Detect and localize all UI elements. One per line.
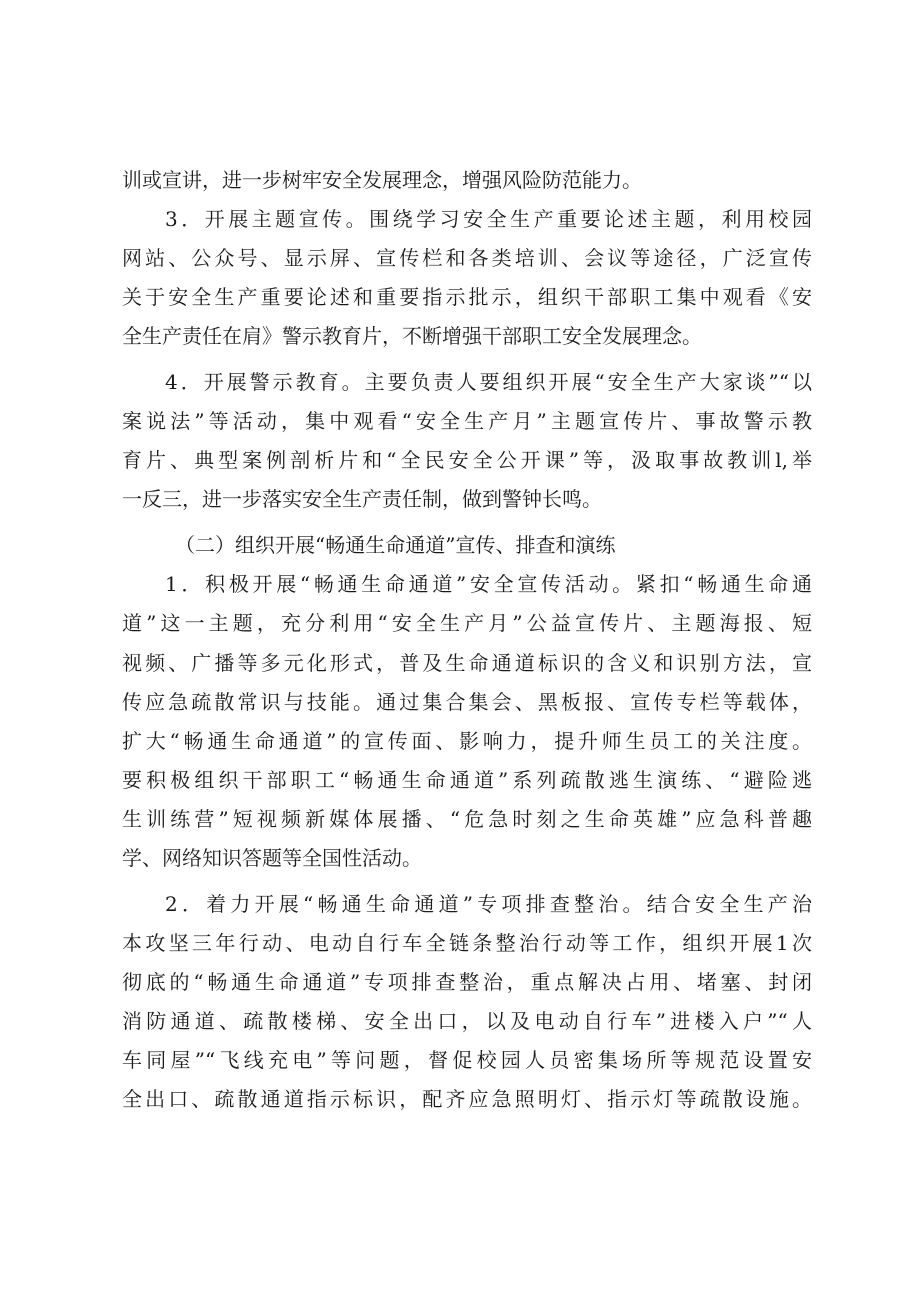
paragraph-line: 生训练营”短视频新媒体展播、“危急时刻之生命英雄”应急科普趣 — [122, 807, 812, 831]
paragraph-line: 消防通道、疏散楼梯、安全出口，以及电动自行车”进楼入户”“人 — [122, 1009, 812, 1033]
paragraph-line: 案说法”等活动，集中观看“安全生产月”主题宣传片、事故警示教 — [122, 409, 812, 433]
paragraph-line: 1．积极开展“畅通生命通道”安全宣传活动。紧扣“畅通生命通 — [165, 572, 812, 596]
paragraph-line: 彻底的“畅通生命通道”专项排查整治，重点解决占用、堵塞、封闭 — [122, 970, 812, 994]
paragraph-line: 传应急疏散常识与技能。通过集合集会、黑板报、宣传专栏等载体， — [122, 690, 812, 714]
paragraph-line: 扩大“畅通生命通道”的宣传面、影响力，提升师生员工的关注度。 — [122, 729, 812, 753]
paragraph-line: 道”这一主题，充分利用“安全生产月”公益宣传片、主题海报、短 — [122, 611, 812, 635]
paragraph-line: 要积极组织干部职工“畅通生命通道”系列疏散逃生演练、“避险逃 — [122, 768, 812, 792]
paragraph-line: 训或宣讲，进一步树牢安全发展理念，增强风险防范能力。 — [122, 168, 642, 192]
paragraph-line: 一反三，进一步落实安全生产责任制，做到警钟长鸣。 — [122, 487, 602, 511]
paragraph-line: 车同屋”“飞线充电”等问题，督促校园人员密集场所等规范设置安 — [122, 1048, 812, 1072]
paragraph-line: 网站、公众号、显示屏、宣传栏和各类培训、会议等途径，广泛宣传 — [122, 246, 812, 270]
paragraph-line: 学、网络知识答题等全国性活动。 — [122, 846, 422, 870]
paragraph-line: 2．着力开展“畅通生命通道”专项排查整治。结合安全生产治 — [165, 892, 812, 916]
paragraph-line: 本攻坚三年行动、电动自行车全链条整治行动等工作，组织开展1次 — [122, 931, 812, 955]
paragraph-line: 全出口、疏散通道指示标识，配齐应急照明灯、指示灯等疏散设施。 — [122, 1087, 812, 1111]
paragraph-line: 3．开展主题宣传。围绕学习安全生产重要论述主题，利用校园 — [165, 207, 812, 231]
section-heading: （二）组织开展“畅通生命通道”宣传、排查和演练 — [175, 533, 616, 557]
paragraph-line: 全生产责任在肩》警示教育片，不断增强干部职工安全发展理念。 — [122, 324, 702, 348]
paragraph-line: 关于安全生产重要论述和重要指示批示，组织干部职工集中观看《安 — [122, 285, 812, 309]
paragraph-line: 4．开展警示教育。主要负责人要组织开展“安全生产大家谈”“以 — [165, 370, 812, 394]
paragraph-line: 视频、广播等多元化形式，普及生命通道标识的含义和识别方法，宣 — [122, 651, 812, 675]
paragraph-line: 育片、典型案例剖析片和“全民安全公开课”等，汲取事故教训l,举 — [122, 448, 812, 472]
